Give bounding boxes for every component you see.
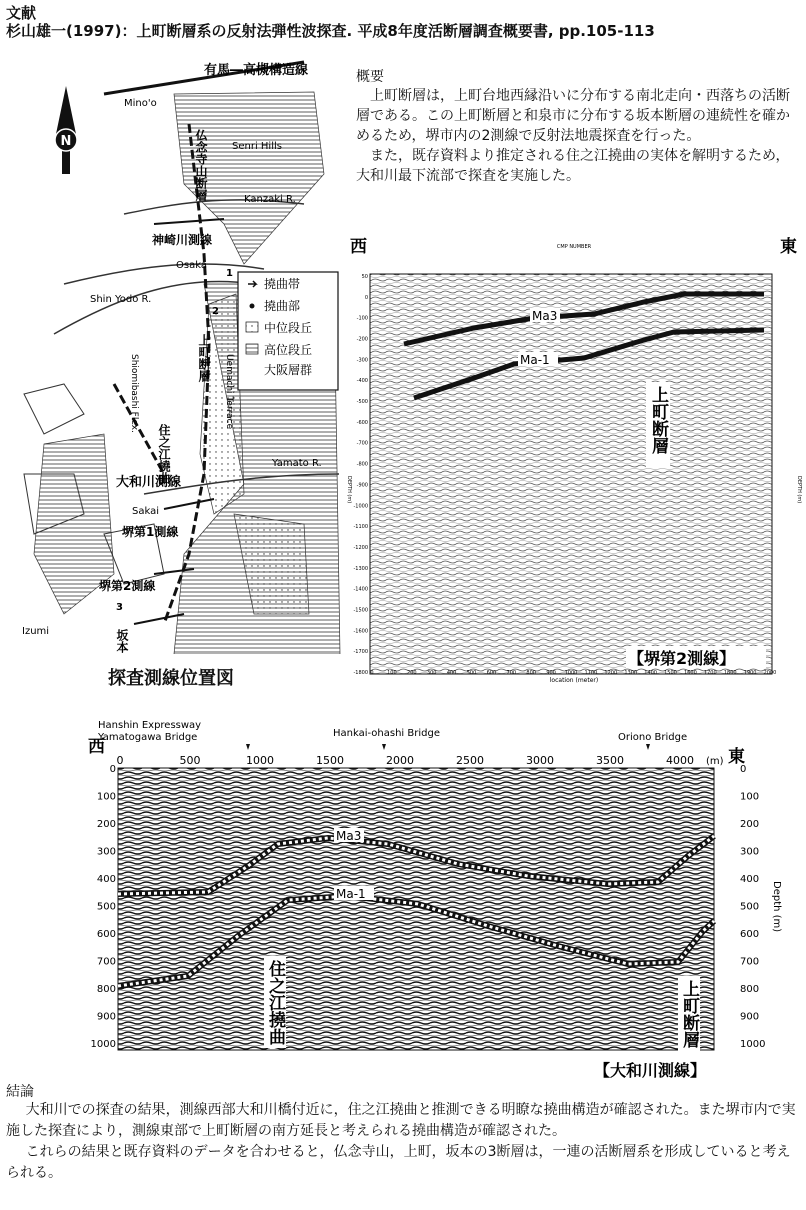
- sec1-y-tick: -100: [356, 315, 368, 322]
- seismic-section-yamato-figure: [88, 716, 804, 1080]
- sec1-y-tick: 0: [364, 294, 368, 301]
- sec1-x-tick: 400: [446, 670, 457, 676]
- sec1-x-tick: 100: [387, 670, 397, 676]
- reference-label: 文献: [6, 4, 37, 22]
- sec1-y-tick: -900: [356, 482, 368, 489]
- sec1-x-tick: 2000: [763, 670, 777, 676]
- map-label-sakamoto: 坂本: [115, 629, 129, 653]
- sec2-ma1-label: Ma-1: [336, 887, 366, 901]
- sec2-bridge1-b: Yamatogawa Bridge: [98, 732, 198, 743]
- sec1-y-tick: -600: [356, 419, 368, 426]
- sec2-y-tick-left: 700: [96, 956, 116, 968]
- sec2-x-tick: 0: [116, 754, 124, 767]
- map-label-bukkoji: 仏念寺山断層: [194, 129, 208, 201]
- map-label-osaka: Osaka: [176, 260, 207, 271]
- sec2-x-ticks: [117, 754, 695, 767]
- sec1-x-tick: 0: [370, 670, 374, 676]
- sec1-x-tick: 1600: [684, 670, 697, 676]
- hatched-swatch-icon: [246, 344, 258, 354]
- sec2-y-tick-left: 0: [109, 764, 116, 775]
- legend-label-1: 撓曲部: [264, 299, 301, 313]
- sec1-y-tick: -1800: [353, 670, 368, 676]
- sec2-y-tick-right: 200: [740, 819, 760, 830]
- location-map: [4, 54, 344, 654]
- map-label-n2: 2: [212, 306, 219, 317]
- sec1-y-tick: -1000: [353, 503, 368, 510]
- conclusion-paragraph-1: 大和川での探査の結果，測線西部大和川橋付近に，住之江撓曲と推測できる明瞭な撓曲構造が確認された。また堺市内で実施した探査により，測線東部で上町断層の南方延長と考えられる撓曲構造が確認された。: [6, 1102, 796, 1139]
- seismic-section-sakai2-figure: [344, 236, 804, 684]
- sec1-ma1-label: Ma-1: [520, 353, 550, 367]
- sec2-x-tick: 4000: [666, 754, 694, 767]
- sec2-x-tick: 3000: [526, 754, 554, 767]
- sec1-x-tick: 600: [486, 670, 497, 676]
- legend-label-2: 中位段丘: [264, 321, 313, 335]
- location-map-figure: [4, 54, 344, 654]
- sec2-x-tick: 2000: [386, 754, 414, 767]
- sec2-west-label: 西: [88, 737, 105, 757]
- sec1-y-tick: -1200: [353, 544, 368, 551]
- legend-label-4: 大阪層群: [264, 363, 313, 377]
- sec1-y-tick: -200: [356, 336, 368, 343]
- map-label-yamato-r: Yamato R.: [272, 458, 322, 469]
- north-arrow-icon: [55, 86, 77, 174]
- sec1-y-tick: -400: [356, 378, 368, 385]
- map-label-n1: 1: [226, 268, 233, 279]
- sec2-y-tick-left: 500: [96, 901, 116, 913]
- sec2-y-tick-left: 300: [96, 846, 116, 858]
- sec1-y-tick: -700: [356, 440, 368, 447]
- sec2-x-tick: 2500: [456, 754, 484, 767]
- sec1-x-tick: 300: [426, 670, 437, 676]
- sec2-y-tick-right: 500: [740, 901, 760, 913]
- sec2-y-tick-right: 1000: [740, 1039, 766, 1050]
- dotted-swatch-icon: [246, 322, 258, 332]
- conclusion-title: 結論: [6, 1084, 34, 1100]
- map-label-shiomibashi: Shiomibashi Flex.: [129, 354, 139, 433]
- abstract-body: [356, 86, 802, 186]
- map-label-kanzaki-line: 神崎川測線: [152, 233, 213, 247]
- sec2-y-tick-left: 800: [96, 984, 116, 995]
- sec2-x-tick: 500: [179, 754, 201, 767]
- sec1-x-ticks: [370, 670, 776, 676]
- map-label-uemachi: 上町断層: [197, 334, 211, 382]
- sec1-y-tick: 50: [361, 274, 368, 280]
- abstract-title: 概要: [356, 69, 384, 85]
- sec2-y-tick-right: 800: [740, 984, 760, 995]
- sec2-uemachi-label: 上町断層: [679, 980, 699, 1048]
- sec2-y-tick-right: 100: [740, 791, 760, 803]
- sec1-y-tick: -1600: [353, 628, 368, 635]
- sec1-x-tick: 1800: [723, 670, 737, 676]
- sec1-y-tick: -300: [356, 357, 368, 364]
- map-label-sakai: Sakai: [132, 506, 159, 517]
- sec1-seismic-image: [370, 274, 772, 674]
- svg-text:N: N: [60, 134, 72, 149]
- sec1-west-label: 西: [350, 237, 367, 257]
- sec2-bridge3: Oriono Bridge: [618, 732, 688, 743]
- sec1-location-label: location (meter): [549, 677, 599, 684]
- sec1-y-tick: -500: [356, 399, 368, 406]
- sec2-y-tick-right: 400: [740, 874, 760, 885]
- sec1-x-tick: 500: [466, 670, 477, 676]
- sec1-x-tick: 1200: [604, 670, 618, 676]
- map-label-senri: Senri Hills: [232, 141, 282, 152]
- map-label-uemachi-terrace: Uemachi Terrace: [224, 354, 234, 430]
- sec1-x-tick: 200: [407, 670, 417, 676]
- sec1-x-tick: 1700: [703, 670, 717, 676]
- sec2-y-tick-right: 700: [740, 956, 760, 968]
- sec2-y-tick-left: 1000: [90, 1039, 116, 1050]
- map-label-suminoe: 住之江撓曲: [157, 424, 171, 484]
- sec2-y-tick-left: 100: [96, 791, 116, 803]
- sec1-y-ticks: [353, 274, 368, 676]
- conclusion-paragraph-2: これらの結果と既存資料のデータを合わせると，仏念寺山，上町，坂本の3断層は，一連の活断層系を形成していると考えられる。: [6, 1144, 791, 1181]
- map-label-izumi: Izumi: [22, 626, 50, 637]
- sec1-x-tick: 900: [546, 670, 556, 676]
- sec2-y-tick-left: 600: [96, 929, 116, 940]
- sec1-x-tick: 1900: [743, 670, 757, 676]
- sec2-line-label: 【大和川測線】: [594, 1061, 707, 1080]
- sec1-y-tick: -1100: [353, 524, 368, 531]
- sec2-y-tick-left: 400: [96, 874, 116, 885]
- map-label-sakai1: 堺第1測線: [122, 525, 179, 539]
- map-label-sakai2: 堺第2測線: [99, 579, 156, 593]
- bridge2-marker-icon: [382, 744, 386, 750]
- sec1-depth-label-right: DEPTH (m): [796, 476, 802, 504]
- sec1-x-tick: 1000: [564, 670, 578, 676]
- legend-label-0: 撓曲帯: [264, 277, 301, 291]
- sec1-y-tick: -800: [356, 461, 368, 468]
- sec2-x-tick: 1500: [316, 754, 344, 767]
- bridge1-marker-icon: [246, 744, 250, 750]
- bridge3-marker-icon: [646, 744, 650, 750]
- map-label-yamato-line: 大和川測線: [116, 475, 182, 490]
- sec1-x-tick: 1300: [624, 670, 638, 676]
- sec2-seismic-image: [118, 768, 714, 1050]
- sec2-x-tick: 1000: [246, 754, 274, 767]
- sec1-y-tick: -1500: [353, 607, 368, 614]
- sec2-y-tick-left: 900: [96, 1011, 116, 1023]
- sec1-fault-label: 上町断層: [648, 386, 668, 454]
- sec2-y-tick-right: 300: [740, 846, 760, 858]
- abstract-paragraph-1: 上町断層は，上町台地西縁沿いに分布する南北走向・西落ちの活断層である。この上町断層と和泉市に分布する坂本断層の連続性を確かめるため，堺市内の2測線で反射法地震探査を行った。: [356, 88, 790, 144]
- sec1-line-label: 【堺第2測線】: [628, 649, 736, 668]
- map-label-n3: 3: [116, 602, 123, 613]
- sec1-depth-label-left: DEPTH (m): [346, 476, 352, 504]
- sec2-y-tick-right: 0: [740, 764, 747, 775]
- sec1-ma3-label: Ma3: [532, 309, 558, 323]
- map-caption: 探査測線位置図: [108, 668, 234, 689]
- sec1-cmp-label: CMP NUMBER: [556, 244, 592, 250]
- sec2-x-unit: (m): [706, 756, 724, 767]
- map-label-shinyodo: Shin Yodo R.: [90, 294, 152, 305]
- sec1-y-tick: -1700: [353, 649, 368, 656]
- map-label-arima: 有馬―高槻構造線: [204, 63, 309, 78]
- sec2-depth-label: Depth (m): [771, 881, 782, 933]
- sec1-x-tick: 1500: [664, 670, 677, 676]
- flexure-point-icon: [250, 304, 255, 309]
- sec2-y-tick-right: 900: [740, 1011, 760, 1023]
- sec2-y-tick-left: 200: [96, 819, 116, 830]
- sec2-x-tick: 3500: [596, 754, 624, 767]
- sec1-y-tick: -1400: [353, 586, 368, 593]
- reference-citation: 杉山雄一(1997)：上町断層系の反射法弾性波探査. 平成8年度活断層調査概要書, pp.105-113: [6, 22, 655, 40]
- sec1-x-tick: 700: [506, 670, 517, 676]
- sec2-ma3-label: Ma3: [336, 829, 362, 843]
- sec2-east-label: 東: [728, 747, 745, 767]
- sec2-bridge1-a: Hanshin Expressway: [98, 720, 202, 731]
- legend-label-3: 高位段丘: [264, 343, 313, 357]
- sec2-bridge2: Hankai-ohashi Bridge: [333, 728, 440, 739]
- sec1-x-tick: 800: [526, 670, 536, 676]
- sec2-suminoe-label: 住之江撓曲: [265, 960, 285, 1045]
- map-label-minoo: Mino'o: [124, 98, 157, 109]
- map-label-kanzaki-r: Kanzaki R.: [244, 194, 296, 205]
- seismic-section-sakai2: [344, 236, 804, 684]
- sec1-x-tick: 1400: [644, 670, 657, 676]
- seismic-section-yamato: [88, 716, 804, 1080]
- abstract-paragraph-2: また，既存資料より推定される住之江撓曲の実体を解明するため，大和川最下流部で探査を実施した。: [356, 148, 790, 184]
- sec2-y-tick-right: 600: [740, 929, 760, 940]
- sec1-x-tick: 1100: [584, 670, 598, 676]
- map-legend: [238, 272, 338, 390]
- sec1-east-label: 東: [780, 237, 797, 257]
- sec1-y-tick: -1300: [353, 565, 368, 572]
- conclusion-body: [6, 1100, 802, 1184]
